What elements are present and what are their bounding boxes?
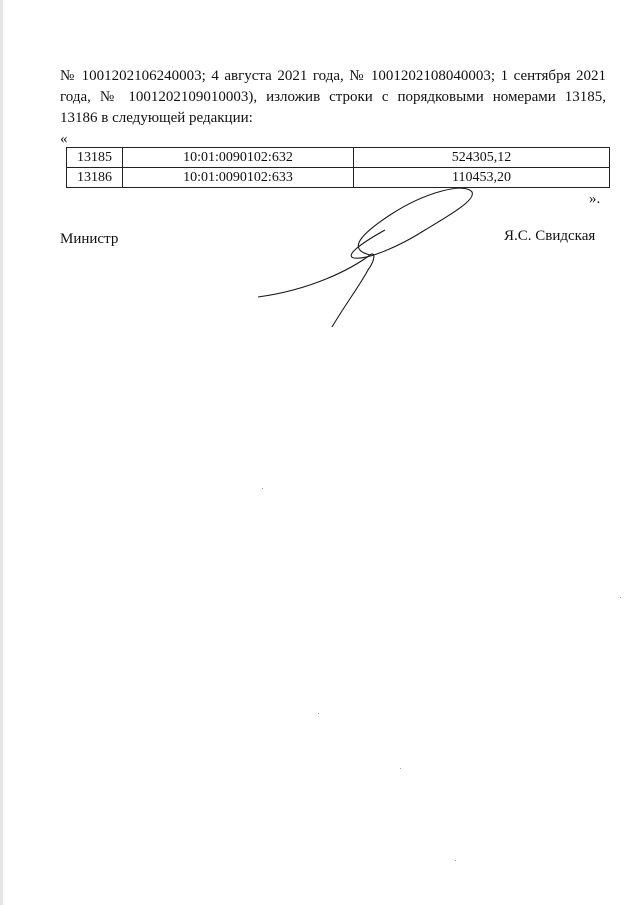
value-cell: 110453,20 [354, 168, 610, 188]
value-cell: 524305,12 [354, 148, 610, 168]
body-paragraph [60, 66, 606, 129]
scan-speck [620, 597, 621, 598]
row-number-cell: 13186 [67, 168, 123, 188]
closing-quote: ». [589, 191, 601, 207]
paragraph-line: 13186 в следующей редакции: [60, 110, 253, 126]
scan-speck [262, 488, 263, 489]
scan-speck [455, 860, 456, 861]
paragraph-line: № 1001202106240003; 4 августа 2021 года, № 1001202108040003; 1 сентября 2021 [60, 68, 606, 84]
row-number-cell: 13185 [67, 148, 123, 168]
table-row [67, 148, 610, 168]
cadastral-number-cell: 10:01:0090102:632 [123, 148, 354, 168]
handwritten-signature [250, 180, 490, 330]
scan-speck [318, 713, 319, 714]
signatory-name: Я.С. Свидская [504, 228, 596, 244]
signatory-position: Министр [60, 231, 119, 247]
cadastral-number-cell: 10:01:0090102:633 [123, 168, 354, 188]
paragraph-line: года, № 1001202109010003), изложив строки с порядковыми номерами 13185, [60, 89, 606, 105]
scan-speck [400, 768, 401, 769]
opening-quote: « [60, 131, 68, 147]
scan-edge [0, 0, 3, 905]
